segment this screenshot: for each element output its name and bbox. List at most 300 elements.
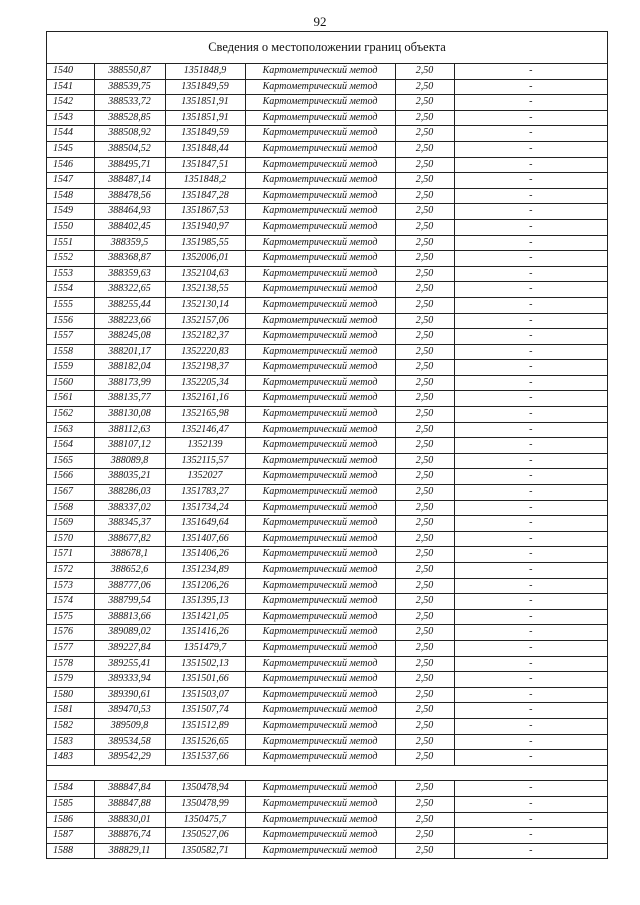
- x-coordinate-cell: 388402,45: [94, 219, 165, 235]
- note-cell: -: [454, 640, 607, 656]
- note-cell: -: [454, 282, 607, 298]
- method-cell: Картометрический метод: [245, 563, 395, 579]
- y-coordinate-cell: 1352157,06: [165, 313, 245, 329]
- y-coordinate-cell: 1351416,26: [165, 625, 245, 641]
- y-coordinate-cell: 1351479,7: [165, 640, 245, 656]
- table-row: [47, 235, 607, 251]
- y-coordinate-cell: 1351502,13: [165, 656, 245, 672]
- accuracy-cell: 2,50: [395, 547, 454, 563]
- x-coordinate-cell: 388322,65: [94, 282, 165, 298]
- coordinates-table: [47, 64, 607, 858]
- table-row: [47, 625, 607, 641]
- x-coordinate-cell: 388830,01: [94, 812, 165, 828]
- method-cell: Картометрический метод: [245, 344, 395, 360]
- point-number-cell: 1570: [47, 531, 94, 547]
- note-cell: -: [454, 531, 607, 547]
- point-number-cell: 1567: [47, 485, 94, 501]
- x-coordinate-cell: 388182,04: [94, 360, 165, 376]
- method-cell: Картометрический метод: [245, 251, 395, 267]
- table-row: [47, 64, 607, 79]
- accuracy-cell: 2,50: [395, 734, 454, 750]
- table-title: Сведения о местоположении границ объекта: [47, 32, 607, 64]
- note-cell: -: [454, 500, 607, 516]
- y-coordinate-cell: 1352220,83: [165, 344, 245, 360]
- y-coordinate-cell: 1351847,28: [165, 188, 245, 204]
- table-row: [47, 516, 607, 532]
- table-row: [47, 297, 607, 313]
- table-row: [47, 640, 607, 656]
- point-number-cell: 1555: [47, 297, 94, 313]
- method-cell: Картометрический метод: [245, 656, 395, 672]
- table-row: [47, 734, 607, 750]
- method-cell: Картометрический метод: [245, 313, 395, 329]
- point-number-cell: 1575: [47, 609, 94, 625]
- note-cell: -: [454, 344, 607, 360]
- point-number-cell: 1588: [47, 843, 94, 858]
- accuracy-cell: 2,50: [395, 251, 454, 267]
- method-cell: Картометрический метод: [245, 718, 395, 734]
- point-number-cell: 1556: [47, 313, 94, 329]
- point-number-cell: 1554: [47, 282, 94, 298]
- method-cell: Картометрический метод: [245, 375, 395, 391]
- x-coordinate-cell: 388478,56: [94, 188, 165, 204]
- table-row: [47, 141, 607, 157]
- x-coordinate-cell: 388847,84: [94, 781, 165, 797]
- point-number-cell: 1563: [47, 422, 94, 438]
- table-row: [47, 126, 607, 142]
- x-coordinate-cell: 388089,8: [94, 453, 165, 469]
- accuracy-cell: 2,50: [395, 796, 454, 812]
- point-number-cell: 1564: [47, 438, 94, 454]
- x-coordinate-cell: 388829,11: [94, 843, 165, 858]
- y-coordinate-cell: 1350475,7: [165, 812, 245, 828]
- accuracy-cell: 2,50: [395, 375, 454, 391]
- method-cell: Картометрический метод: [245, 438, 395, 454]
- point-number-cell: 1587: [47, 828, 94, 844]
- accuracy-cell: 2,50: [395, 204, 454, 220]
- note-cell: -: [454, 438, 607, 454]
- accuracy-cell: 2,50: [395, 141, 454, 157]
- accuracy-cell: 2,50: [395, 843, 454, 858]
- y-coordinate-cell: 1351206,26: [165, 578, 245, 594]
- accuracy-cell: 2,50: [395, 297, 454, 313]
- y-coordinate-cell: 1351940,97: [165, 219, 245, 235]
- x-coordinate-cell: 388495,71: [94, 157, 165, 173]
- x-coordinate-cell: 388359,5: [94, 235, 165, 251]
- accuracy-cell: 2,50: [395, 828, 454, 844]
- method-cell: Картометрический метод: [245, 781, 395, 797]
- accuracy-cell: 2,50: [395, 266, 454, 282]
- y-coordinate-cell: 1351783,27: [165, 485, 245, 501]
- point-number-cell: 1565: [47, 453, 94, 469]
- point-number-cell: 1546: [47, 157, 94, 173]
- accuracy-cell: 2,50: [395, 469, 454, 485]
- y-coordinate-cell: 1352138,55: [165, 282, 245, 298]
- point-number-cell: 1586: [47, 812, 94, 828]
- note-cell: -: [454, 141, 607, 157]
- method-cell: Картометрический метод: [245, 391, 395, 407]
- point-number-cell: 1580: [47, 687, 94, 703]
- accuracy-cell: 2,50: [395, 313, 454, 329]
- method-cell: Картометрический метод: [245, 516, 395, 532]
- y-coordinate-cell: 1351512,89: [165, 718, 245, 734]
- table-row: [47, 485, 607, 501]
- accuracy-cell: 2,50: [395, 703, 454, 719]
- table-row: [47, 282, 607, 298]
- method-cell: Картометрический метод: [245, 64, 395, 79]
- table-row: [47, 828, 607, 844]
- note-cell: -: [454, 64, 607, 79]
- note-cell: -: [454, 547, 607, 563]
- method-cell: Картометрический метод: [245, 531, 395, 547]
- table-row: [47, 796, 607, 812]
- y-coordinate-cell: 1351406,26: [165, 547, 245, 563]
- y-coordinate-cell: 1352165,98: [165, 407, 245, 423]
- table-row: [47, 703, 607, 719]
- y-coordinate-cell: 1351849,59: [165, 79, 245, 95]
- x-coordinate-cell: 388112,63: [94, 422, 165, 438]
- method-cell: Картометрический метод: [245, 407, 395, 423]
- method-cell: Картометрический метод: [245, 79, 395, 95]
- method-cell: Картометрический метод: [245, 750, 395, 766]
- y-coordinate-cell: 1351649,64: [165, 516, 245, 532]
- y-coordinate-cell: 1351503,07: [165, 687, 245, 703]
- accuracy-cell: 2,50: [395, 625, 454, 641]
- point-number-cell: 1584: [47, 781, 94, 797]
- note-cell: -: [454, 251, 607, 267]
- method-cell: Картометрический метод: [245, 672, 395, 688]
- x-coordinate-cell: 389542,29: [94, 750, 165, 766]
- accuracy-cell: 2,50: [395, 126, 454, 142]
- y-coordinate-cell: 1351851,91: [165, 110, 245, 126]
- note-cell: -: [529, 844, 533, 856]
- x-coordinate-cell: 388847,88: [94, 796, 165, 812]
- y-coordinate-cell: 1351234,89: [165, 563, 245, 579]
- table-row: [47, 251, 607, 267]
- method-cell: Картометрический метод: [245, 188, 395, 204]
- accuracy-cell: 2,50: [395, 64, 454, 79]
- method-cell: Картометрический метод: [245, 734, 395, 750]
- x-coordinate-cell: 388337,02: [94, 500, 165, 516]
- y-coordinate-cell: 1351421,05: [165, 609, 245, 625]
- x-coordinate-cell: 388286,03: [94, 485, 165, 501]
- point-number-cell: 1553: [47, 266, 94, 282]
- y-coordinate-cell: 1352161,16: [165, 391, 245, 407]
- note-cell: -: [454, 173, 607, 189]
- y-coordinate-cell: 1351985,55: [165, 235, 245, 251]
- point-number-cell: 1579: [47, 672, 94, 688]
- table-row: [47, 375, 607, 391]
- method-cell: Картометрический метод: [245, 282, 395, 298]
- x-coordinate-cell: 388777,06: [94, 578, 165, 594]
- accuracy-cell: 2,50: [395, 79, 454, 95]
- accuracy-cell: 2,50: [395, 391, 454, 407]
- note-cell: -: [454, 204, 607, 220]
- table-row: [47, 578, 607, 594]
- table-row: [47, 469, 607, 485]
- accuracy-cell: 2,50: [395, 453, 454, 469]
- y-coordinate-cell: 1352146,47: [165, 422, 245, 438]
- method-cell: Картометрический метод: [245, 110, 395, 126]
- note-cell: -: [454, 391, 607, 407]
- method-cell: Картометрический метод: [245, 157, 395, 173]
- y-coordinate-cell: 1352198,37: [165, 360, 245, 376]
- note-cell: -: [454, 656, 607, 672]
- x-coordinate-cell: 388799,54: [94, 594, 165, 610]
- note-cell: -: [454, 672, 607, 688]
- accuracy-cell: 2,50: [395, 656, 454, 672]
- accuracy-cell: 2,50: [395, 95, 454, 111]
- note-cell: -: [454, 750, 607, 766]
- table-row: [47, 531, 607, 547]
- accuracy-cell: 2,50: [395, 640, 454, 656]
- accuracy-cell: 2,50: [395, 360, 454, 376]
- method-cell: Картометрический метод: [245, 360, 395, 376]
- accuracy-cell: 2,50: [395, 531, 454, 547]
- accuracy-cell: 2,50: [395, 485, 454, 501]
- note-cell: -: [454, 563, 607, 579]
- point-number-cell: 1541: [47, 79, 94, 95]
- x-coordinate-cell: 389534,58: [94, 734, 165, 750]
- page-number: 92: [313, 14, 327, 29]
- point-number-cell: 1560: [47, 375, 94, 391]
- note-cell: -: [454, 360, 607, 376]
- x-coordinate-cell: 389509,8: [94, 718, 165, 734]
- note-cell: -: [454, 110, 607, 126]
- boundary-table: [46, 31, 608, 859]
- table-row: [47, 718, 607, 734]
- method-cell: Картометрический метод: [245, 500, 395, 516]
- y-coordinate-cell: 1351501,66: [165, 672, 245, 688]
- point-number-cell: 1540: [47, 64, 94, 79]
- table-row: [47, 609, 607, 625]
- table-row: [47, 188, 607, 204]
- method-cell: Картометрический метод: [245, 485, 395, 501]
- note-cell: -: [454, 235, 607, 251]
- x-coordinate-cell: 389390,61: [94, 687, 165, 703]
- y-coordinate-cell: 1351848,44: [165, 141, 245, 157]
- x-coordinate-cell: 388678,1: [94, 547, 165, 563]
- note-cell: -: [454, 469, 607, 485]
- separator-cell: [47, 765, 607, 781]
- point-number-cell: 1550: [47, 219, 94, 235]
- table-row: [47, 687, 607, 703]
- table-row: [47, 843, 607, 858]
- method-cell: Картометрический метод: [245, 219, 395, 235]
- note-cell: -: [454, 95, 607, 111]
- table-row: [47, 204, 607, 220]
- x-coordinate-cell: 388539,75: [94, 79, 165, 95]
- note-cell: -: [454, 796, 607, 812]
- table-row: [47, 173, 607, 189]
- method-cell: Картометрический метод: [245, 422, 395, 438]
- point-number-cell: 1551: [47, 235, 94, 251]
- point-number-cell: 1562: [47, 407, 94, 423]
- accuracy-cell: 2,50: [395, 344, 454, 360]
- note-cell: -: [454, 594, 607, 610]
- y-coordinate-cell: 1352104,63: [165, 266, 245, 282]
- y-coordinate-cell: 1350478,94: [165, 781, 245, 797]
- x-coordinate-cell: 389227,84: [94, 640, 165, 656]
- point-number-cell: 1549: [47, 204, 94, 220]
- note-cell: -: [454, 313, 607, 329]
- y-coordinate-cell: 1352182,37: [165, 329, 245, 345]
- point-number-cell: 1566: [47, 469, 94, 485]
- point-number-cell: 1581: [47, 703, 94, 719]
- method-cell: Картометрический метод: [245, 141, 395, 157]
- table-row: [47, 344, 607, 360]
- y-coordinate-cell: 1352027: [165, 469, 245, 485]
- point-number-cell: 1542: [47, 95, 94, 111]
- table-row: [47, 547, 607, 563]
- note-cell: -: [454, 329, 607, 345]
- x-coordinate-cell: 388508,92: [94, 126, 165, 142]
- point-number-cell: 1578: [47, 656, 94, 672]
- y-coordinate-cell: 1352205,34: [165, 375, 245, 391]
- accuracy-cell: 2,50: [395, 718, 454, 734]
- note-cell: -: [454, 828, 607, 844]
- note-cell: -: [454, 578, 607, 594]
- x-coordinate-cell: 388550,87: [94, 64, 165, 79]
- accuracy-cell: 2,50: [395, 438, 454, 454]
- method-cell: Картометрический метод: [245, 625, 395, 641]
- point-number-cell: 1483: [47, 750, 94, 766]
- y-coordinate-cell: 1352139: [165, 438, 245, 454]
- table-row: [47, 407, 607, 423]
- x-coordinate-cell: 389470,53: [94, 703, 165, 719]
- method-cell: Картометрический метод: [245, 843, 395, 858]
- accuracy-cell: 2,50: [395, 282, 454, 298]
- table-row: [47, 594, 607, 610]
- accuracy-cell: 2,50: [395, 173, 454, 189]
- method-cell: Картометрический метод: [245, 594, 395, 610]
- contour-separator-row: [47, 765, 607, 781]
- y-coordinate-cell: 1351537,66: [165, 750, 245, 766]
- x-coordinate-cell: 388201,17: [94, 344, 165, 360]
- accuracy-cell: 2,50: [395, 235, 454, 251]
- point-number-cell: 1571: [47, 547, 94, 563]
- point-number-cell: 1558: [47, 344, 94, 360]
- x-coordinate-cell: 389333,94: [94, 672, 165, 688]
- note-cell: -: [454, 703, 607, 719]
- method-cell: Картометрический метод: [245, 235, 395, 251]
- table-row: [47, 157, 607, 173]
- note-cell: -: [454, 718, 607, 734]
- accuracy-cell: 2,50: [395, 422, 454, 438]
- method-cell: Картометрический метод: [245, 796, 395, 812]
- x-coordinate-cell: 388876,74: [94, 828, 165, 844]
- point-number-cell: 1543: [47, 110, 94, 126]
- point-number-cell: 1544: [47, 126, 94, 142]
- x-coordinate-cell: 388130,08: [94, 407, 165, 423]
- accuracy-cell: 2,50: [395, 672, 454, 688]
- table-row: [47, 750, 607, 766]
- y-coordinate-cell: 1351847,51: [165, 157, 245, 173]
- y-coordinate-cell: 1351851,91: [165, 95, 245, 111]
- method-cell: Картометрический метод: [245, 126, 395, 142]
- table-row: [47, 656, 607, 672]
- y-coordinate-cell: 1351507,74: [165, 703, 245, 719]
- y-coordinate-cell: 1351526,65: [165, 734, 245, 750]
- accuracy-cell: 2,50: [395, 110, 454, 126]
- point-number-cell: 1585: [47, 796, 94, 812]
- y-coordinate-cell: 1351848,2: [165, 173, 245, 189]
- x-coordinate-cell: 388135,77: [94, 391, 165, 407]
- accuracy-cell: 2,50: [395, 609, 454, 625]
- x-coordinate-cell: 388813,66: [94, 609, 165, 625]
- x-coordinate-cell: 388504,52: [94, 141, 165, 157]
- method-cell: Картометрический метод: [245, 828, 395, 844]
- note-cell: -: [454, 625, 607, 641]
- point-number-cell: 1561: [47, 391, 94, 407]
- y-coordinate-cell: 1351849,59: [165, 126, 245, 142]
- y-coordinate-cell: 1351848,9: [165, 64, 245, 79]
- table-row: [47, 812, 607, 828]
- x-coordinate-cell: 388652,6: [94, 563, 165, 579]
- y-coordinate-cell: 1350527,06: [165, 828, 245, 844]
- accuracy-cell: 2,50: [395, 594, 454, 610]
- note-cell: -: [454, 516, 607, 532]
- x-coordinate-cell: 388245,08: [94, 329, 165, 345]
- method-cell: Картометрический метод: [245, 609, 395, 625]
- note-cell: -: [454, 781, 607, 797]
- note-cell: -: [454, 297, 607, 313]
- table-row: [47, 313, 607, 329]
- note-cell: -: [454, 734, 607, 750]
- accuracy-cell: 2,50: [395, 329, 454, 345]
- x-coordinate-cell: 388035,21: [94, 469, 165, 485]
- y-coordinate-cell: 1350582,71: [165, 843, 245, 858]
- x-coordinate-cell: 388487,14: [94, 173, 165, 189]
- x-coordinate-cell: 388533,72: [94, 95, 165, 111]
- x-coordinate-cell: 389255,41: [94, 656, 165, 672]
- method-cell: Картометрический метод: [245, 204, 395, 220]
- point-number-cell: 1576: [47, 625, 94, 641]
- table-row: [47, 672, 607, 688]
- note-cell: -: [454, 812, 607, 828]
- point-number-cell: 1574: [47, 594, 94, 610]
- table-row: [47, 110, 607, 126]
- note-cell: -: [454, 687, 607, 703]
- method-cell: Картометрический метод: [245, 297, 395, 313]
- y-coordinate-cell: 1351395,13: [165, 594, 245, 610]
- point-number-cell: 1548: [47, 188, 94, 204]
- method-cell: Картометрический метод: [245, 687, 395, 703]
- table-row: [47, 453, 607, 469]
- table-row: [47, 563, 607, 579]
- x-coordinate-cell: 388677,82: [94, 531, 165, 547]
- accuracy-cell: 2,50: [395, 188, 454, 204]
- table-row: [47, 422, 607, 438]
- point-number-cell: 1582: [47, 718, 94, 734]
- y-coordinate-cell: 1351407,66: [165, 531, 245, 547]
- method-cell: Картометрический метод: [245, 453, 395, 469]
- point-number-cell: 1547: [47, 173, 94, 189]
- note-cell: -: [454, 79, 607, 95]
- y-coordinate-cell: 1350478,99: [165, 796, 245, 812]
- table-row: [47, 266, 607, 282]
- x-coordinate-cell: 388359,63: [94, 266, 165, 282]
- note-cell: -: [454, 453, 607, 469]
- y-coordinate-cell: 1351867,53: [165, 204, 245, 220]
- y-coordinate-cell: 1352130,14: [165, 297, 245, 313]
- accuracy-cell: 2,50: [395, 219, 454, 235]
- method-cell: Картометрический метод: [245, 640, 395, 656]
- y-coordinate-cell: 1351734,24: [165, 500, 245, 516]
- point-number-cell: 1577: [47, 640, 94, 656]
- x-coordinate-cell: 388368,87: [94, 251, 165, 267]
- point-number-cell: 1545: [47, 141, 94, 157]
